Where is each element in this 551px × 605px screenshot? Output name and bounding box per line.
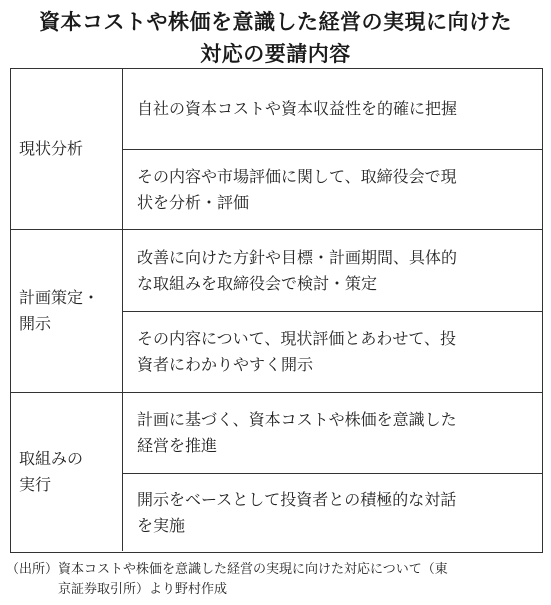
table-cell: 開示をベースとして投資者との積極的な対話 を実施 [123, 473, 542, 552]
table-cell: 改善に向けた方針や目標・計画期間、具体的 な取組みを取締役会で検討・策定 [137, 247, 458, 293]
title-line-2: 対応の要請内容 [200, 42, 351, 66]
title-line-1: 資本コストや株価を意識した経営の実現に向けた [39, 10, 512, 34]
section-label: 取組みの 実行 [11, 393, 123, 551]
section-items [123, 393, 542, 551]
table-cell: 自社の資本コストや資本収益性を的確に把握 [137, 99, 458, 118]
section-label: 現状分析 [11, 69, 123, 229]
section-current-analysis [11, 69, 542, 229]
section-items [123, 69, 542, 229]
page-title [0, 6, 551, 70]
section-label: 計画策定・ 開示 [11, 230, 123, 392]
table-cell: その内容について、現状評価とあわせて、投 資者にわかりやすく開示 [123, 311, 542, 392]
section-execution [11, 392, 542, 551]
table-cell: 計画に基づく、資本コストや株価を意識した 経営を推進 [137, 410, 457, 455]
requirements-table [10, 68, 543, 553]
section-plan-disclosure [11, 229, 542, 392]
table-cell: その内容や市場評価に関して、取締役会で現 状を分析・評価 [123, 149, 542, 229]
source-note: （出所）資本コストや株価を意識した経営の実現に向けた対応について（東 京証券取引所）より野村作成 [6, 562, 448, 597]
section-items [123, 230, 542, 392]
